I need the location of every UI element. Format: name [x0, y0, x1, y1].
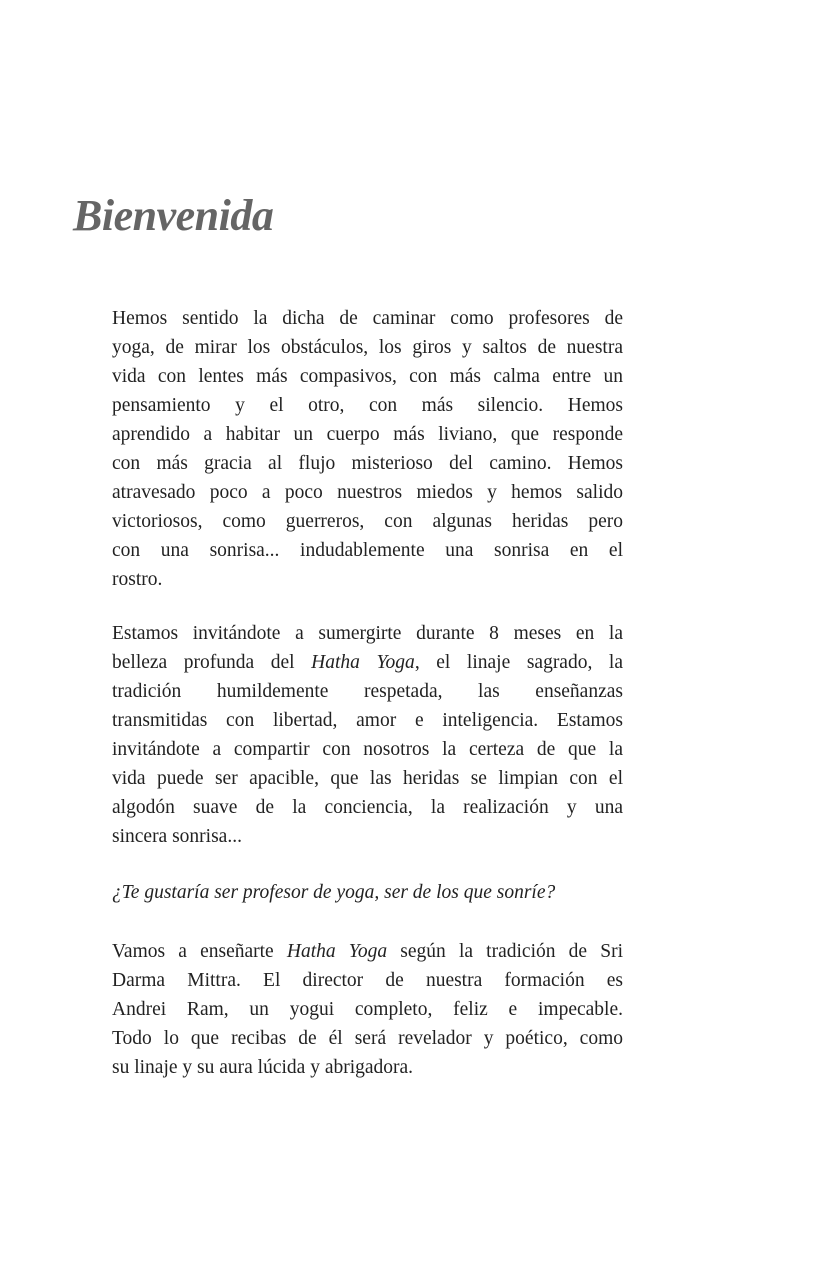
emphasis-hatha-yoga: Hatha Yoga — [286, 941, 388, 962]
text-line: rostro. — [112, 569, 163, 590]
text-line: con más gracia al flujo misterioso del camino. Hemos — [112, 453, 623, 474]
text-line: su linaje y su aura lúcida y abrigadora. — [112, 1057, 414, 1078]
text-line: Darma Mittra. El director de nuestra formación es — [112, 970, 623, 991]
text-segment: Vamos a enseñarte — [112, 941, 287, 962]
paragraph-intro — [112, 304, 623, 594]
text-line: sincera sonrisa... — [112, 826, 242, 847]
text-line: aprendido a habitar un cuerpo más liviano, que responde — [112, 424, 623, 445]
text-line: pensamiento y el otro, con más silencio. Hemos — [112, 395, 623, 416]
text-line: invitándote a compartir con nosotros la certeza de que la — [112, 739, 623, 760]
paragraph-invitation — [112, 619, 623, 851]
text-line: victoriosos, como guerreros, con algunas heridas pero — [112, 511, 623, 532]
question-paragraph — [112, 878, 623, 907]
text-line: yoga, de mirar los obstáculos, los giros y saltos de nuestra — [112, 337, 623, 358]
text-line: Estamos invitándote a sumergirte durante 8 meses en la — [112, 623, 623, 644]
text-line: vida puede ser apacible, que las heridas se limpian con el — [112, 768, 623, 789]
page-title: Bienvenida — [73, 191, 274, 240]
paragraph-teaching — [112, 937, 623, 1082]
text-line: Andrei Ram, un yogui completo, feliz e impecable. — [112, 999, 623, 1020]
text-line: Hemos sentido la dicha de caminar como profesores de — [112, 308, 623, 329]
text-line: algodón suave de la conciencia, la realización y una — [112, 797, 623, 818]
text-line: Todo lo que recibas de él será revelador y poético, como — [112, 1028, 623, 1049]
question-text: ¿Te gustaría ser profesor de yoga, ser de los que sonríe? — [112, 882, 556, 903]
text-line: transmitidas con libertad, amor e inteligencia. Estamos — [112, 710, 623, 731]
text-segment: belleza profunda del — [112, 652, 312, 673]
text-line: vida con lentes más compasivos, con más calma entre un — [112, 366, 623, 387]
text-segment: , el linaje sagrado, la — [414, 652, 623, 673]
text-segment: según la tradición de Sri — [387, 941, 623, 962]
text-line — [112, 648, 623, 677]
text-line: con una sonrisa... indudablemente una sonrisa en el — [112, 540, 623, 561]
text-line: atravesado poco a poco nuestros miedos y hemos salido — [112, 482, 623, 503]
emphasis-hatha-yoga: Hatha Yoga — [311, 652, 415, 673]
text-line — [112, 937, 623, 966]
text-line: tradición humildemente respetada, las enseñanzas — [112, 681, 623, 702]
